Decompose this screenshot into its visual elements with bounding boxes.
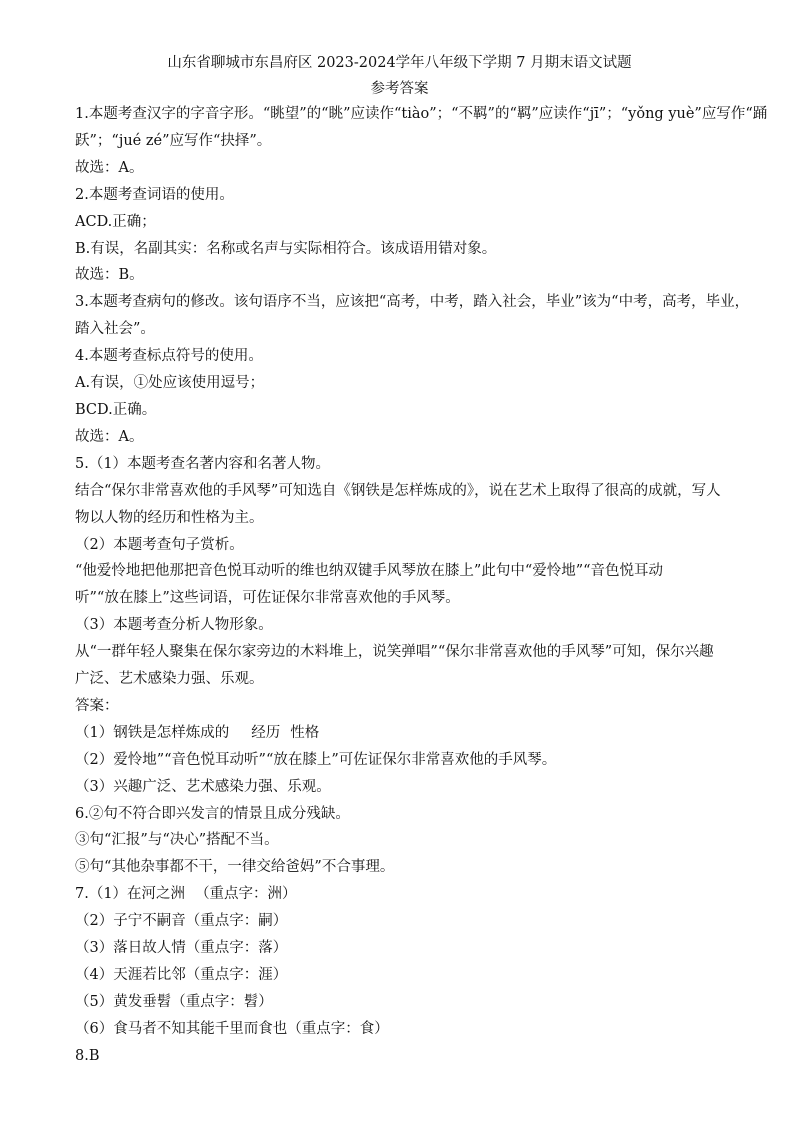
text-line: （3）兴趣广泛、艺术感染力强、乐观。 (75, 778, 331, 795)
document-title: 山东省聊城市东昌府区 2023-2024学年八年级下学期 7 月期末语文试题 (167, 55, 632, 71)
answer-text: 7.（1）在河之洲 (75, 886, 186, 903)
answer-text: （3）落日故人情 (75, 940, 186, 957)
text-line: （3）本题考查分析人物形象。 (75, 617, 273, 634)
answer-text: （2）子宁不嗣音 (75, 913, 186, 930)
answer-line-5-1 (75, 720, 724, 747)
text-line: （5）黄发垂髫（重点字：髫） (75, 993, 273, 1010)
text-line: A.有误，①处应该使用逗号； (75, 375, 265, 392)
text-line: 3.本题考查病句的修改。该句语序不当，应该把“高考，中考，踏入社会，毕业”该为“中考，高考，毕业， (75, 294, 750, 311)
text-line: ACD.正确； (75, 213, 156, 230)
text-line: 广泛、艺术感染力强、乐观。 (75, 671, 264, 688)
text-line: 故选：B。 (75, 267, 144, 284)
answer-text: 性格 (290, 724, 320, 741)
text-line: （4）天涯若比邻（重点字：涯） (75, 967, 288, 983)
answer-line-7-1 (75, 881, 724, 908)
text-line: 6.②句不符合即兴发言的情景且成分残缺。 (75, 805, 350, 822)
key-char-note: （重点字：嗣） (185, 913, 288, 930)
text-line: ③句“汇报”与“决心”搭配不当。 (75, 832, 279, 849)
text-line: （6）食马者不知其能千里而食也（重点字：食） (75, 1020, 389, 1037)
text-line: ⑤句“其他杂事都不干，一律交给爸妈”不合事理。 (75, 859, 395, 876)
answer-text: 经历 (251, 724, 281, 741)
text-line: 从“一群年轻人聚集在保尔家旁边的木料堆上，说笑弹唱”“保尔非常喜欢他的手风琴”可知，保尔兴趣 (75, 644, 714, 661)
text-line: 结合“保尔非常喜欢他的手风琴”可知选自《钢铁是怎样炼成的》，说在艺术上取得了很高的成就，写人 (75, 482, 721, 499)
answer-line-7-3 (75, 935, 724, 962)
text-line: 5.（1）本题考查名著内容和名著人物。 (75, 455, 331, 472)
text-line: 故选：A。 (75, 159, 144, 176)
text-line: 答案： (75, 697, 119, 714)
text-line: （2）爱怜地”“音色悦耳动听”“放在膝上”可佐证保尔非常喜欢他的手风琴。 (75, 751, 557, 768)
text-line: B.有误，名副其实：名称或名声与实际相符合。该成语用错对象。 (75, 240, 497, 257)
text-line: 1.本题考查汉字的字音字形。“眺望”的“眺”应读作“tiào”；“不羁”的“羁”应读作“jī”；“yǒng yuè”应写作“踊 (75, 106, 768, 122)
text-line: BCD.正确。 (75, 401, 157, 418)
text-line: 物以人物的经历和性格为主。 (75, 509, 264, 526)
text-line: 踏入社会”。 (75, 321, 155, 338)
text-line: “他爱怜地把他那把音色悦耳动听的维也纳双键手风琴放在膝上”此句中“爱怜地”“音色悦耳动 (75, 563, 664, 580)
text-line: 听”“放在膝上”这些词语，可佐证保尔非常喜欢他的手风琴。 (75, 590, 460, 607)
key-char-note: （重点字：洲） (195, 886, 297, 903)
text-line: 4.本题考查标点符号的使用。 (75, 348, 263, 365)
document-subtitle: 参考答案 (370, 81, 429, 97)
answer-line-7-2 (75, 908, 724, 935)
text-line: （2）本题考查句子赏析。 (75, 536, 244, 553)
key-char-note: （重点字：落） (185, 940, 288, 957)
text-line: 8.B (75, 1047, 100, 1064)
text-line: 故选：A。 (75, 428, 144, 445)
text-line: 跃”；“jué zé”应写作“抉择”。 (75, 132, 272, 149)
text-line: 2.本题考查词语的使用。 (75, 186, 234, 203)
answer-text: （1）钢铁是怎样炼成的 (75, 724, 230, 741)
